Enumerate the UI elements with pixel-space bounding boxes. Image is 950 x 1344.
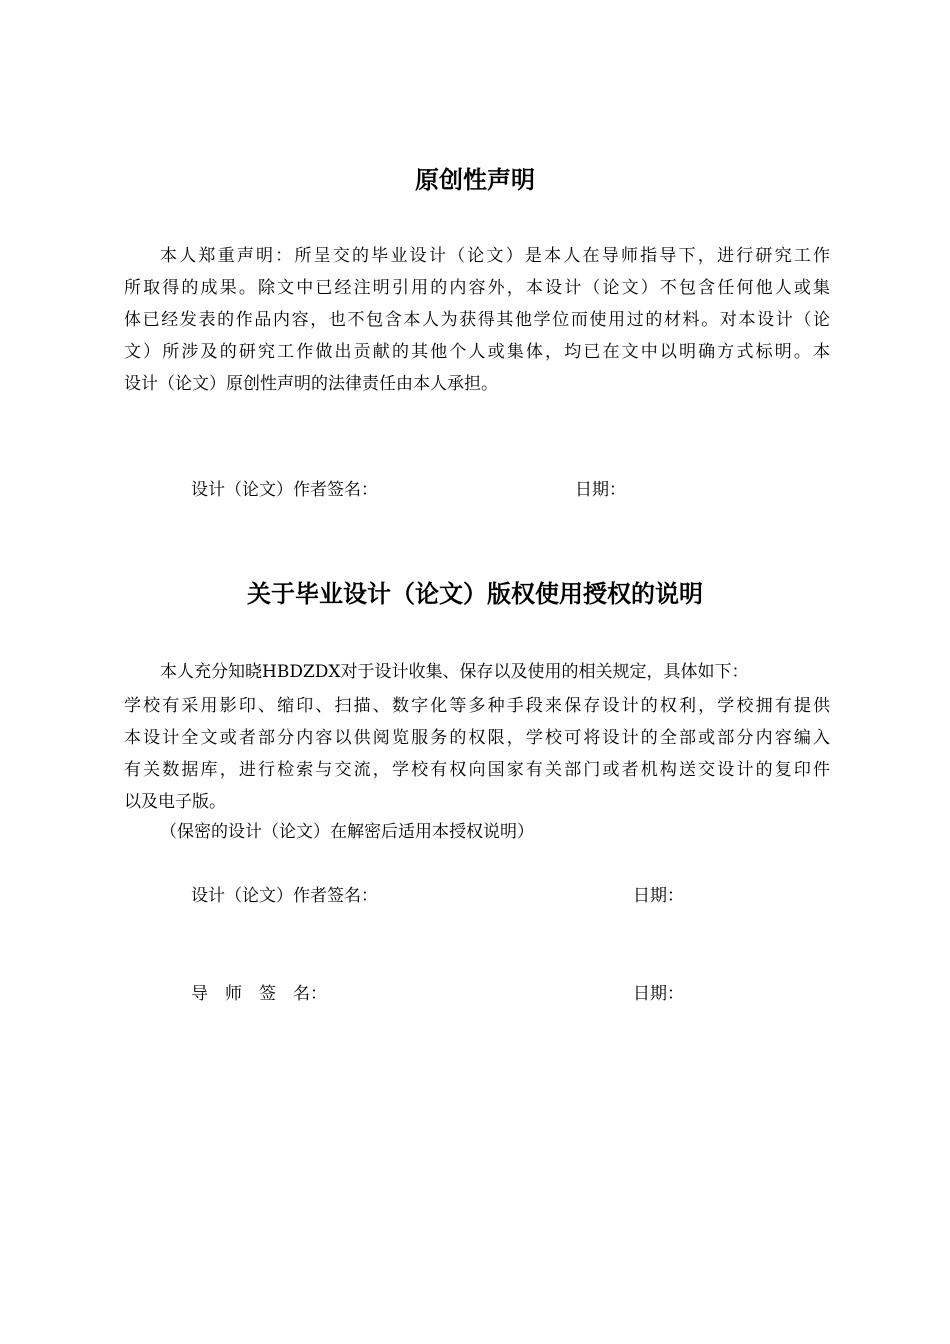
advisor-signature-label: 导 师 签 名：	[191, 984, 327, 1004]
authorization-body	[124, 690, 830, 818]
declaration-date-label: 日期：	[575, 480, 626, 500]
declaration-line: 所取得的成果。除文中已经注明引用的内容外，本设计（论文）不包含任何他人或集	[124, 278, 830, 298]
authorization-line: 本设计全文或者部分内容以供阅览服务的权限，学校可将设计的全部或部分内容编入	[124, 728, 830, 748]
declaration-line: 体已经发表的作品内容，也不包含本人为获得其他学位而使用过的材料。对本设计（论	[124, 310, 830, 330]
declaration-signature-label: 设计（论文）作者签名：	[191, 480, 378, 500]
authorization-line: 以及电子版。	[124, 792, 226, 812]
advisor-date-label: 日期：	[633, 984, 684, 1004]
authorization-title: 关于毕业设计（论文）版权使用授权的说明	[247, 580, 703, 608]
authorization-note: （保密的设计（论文）在解密后适用本授权说明）	[160, 822, 534, 842]
authorization-intro: 本人充分知晓HBDZDX对于设计收集、保存以及使用的相关规定，具体如下：	[160, 662, 749, 682]
declaration-line: 设计（论文）原创性声明的法律责任由本人承担。	[124, 374, 498, 394]
declaration-title: 原创性声明	[415, 166, 535, 194]
authorization-line: 有关数据库，进行检索与交流，学校有权向国家有关部门或者机构送交设计的复印件	[124, 760, 830, 780]
declaration-line: 文）所涉及的研究工作做出贡献的其他个人或集体，均已在文中以明确方式标明。本	[124, 342, 830, 362]
author-date-label: 日期：	[633, 886, 684, 906]
author-signature-label: 设计（论文）作者签名：	[191, 886, 378, 906]
declaration-body	[124, 240, 830, 400]
authorization-line: 学校有采用影印、缩印、扫描、数字化等多种手段来保存设计的权利，学校拥有提供	[124, 696, 830, 716]
declaration-line: 本人郑重声明：所呈交的毕业设计（论文）是本人在导师指导下，进行研究工作	[160, 246, 830, 266]
